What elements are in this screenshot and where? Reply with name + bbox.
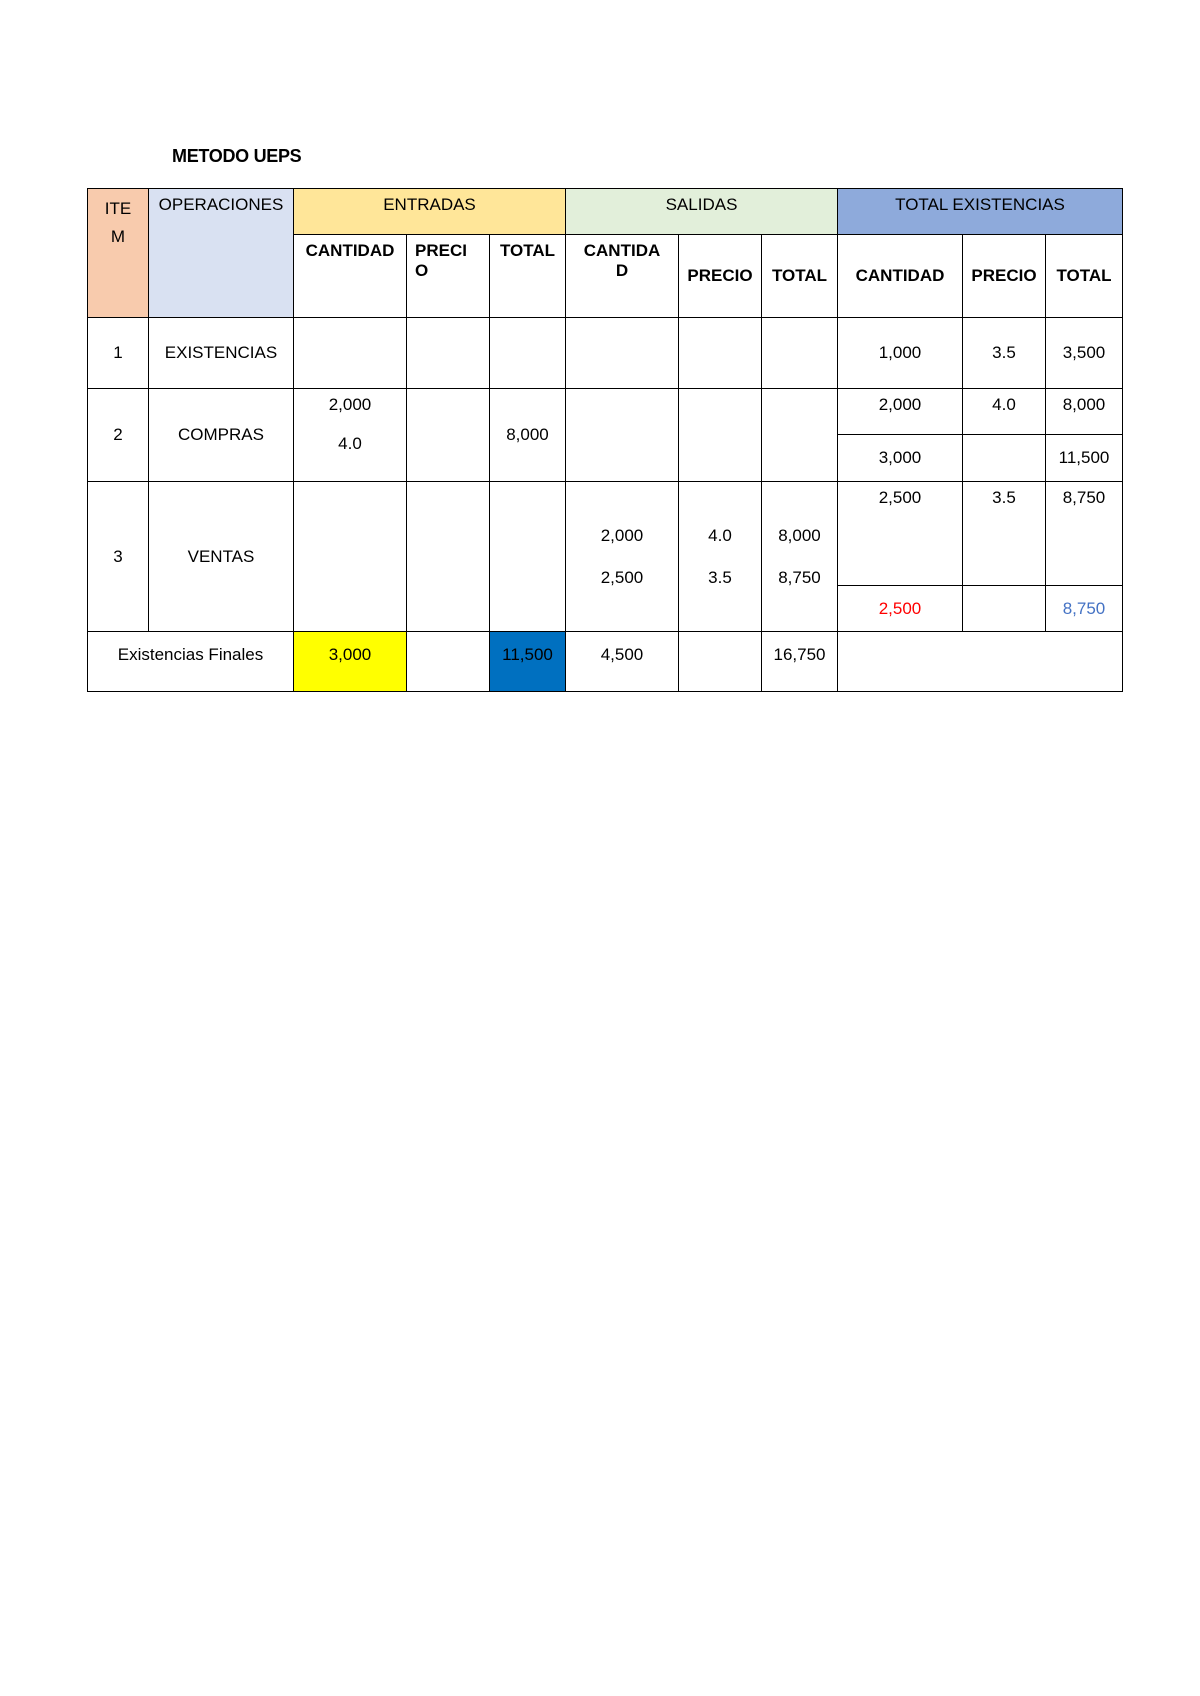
cell-tot-cantidad: 2,000 xyxy=(838,389,963,435)
header-tot-precio: PRECIO xyxy=(963,235,1046,318)
header-ent-precio: PRECI O xyxy=(407,235,490,318)
cell-empty xyxy=(762,389,838,482)
table-row-final xyxy=(88,632,1123,692)
cell-empty xyxy=(294,318,407,389)
cell-empty xyxy=(407,632,490,692)
cell-tot-total: 8,750 xyxy=(1046,482,1123,586)
cell-tot-total: 3,500 xyxy=(1046,318,1123,389)
cell-tot-precio: 3.5 xyxy=(963,318,1046,389)
final-sal-total: 16,750 xyxy=(762,632,838,692)
cell-tot-total-final: 8,750 xyxy=(1046,586,1123,632)
cell-tot-total: 11,500 xyxy=(1046,435,1123,482)
header-salidas: SALIDAS xyxy=(566,189,838,235)
final-sal-cantidad: 4,500 xyxy=(566,632,679,692)
table-row xyxy=(88,482,1123,586)
table-row xyxy=(88,318,1123,389)
cell-ent-total: 8,000 xyxy=(490,389,566,482)
operation-label: EXISTENCIAS xyxy=(149,318,294,389)
table-row xyxy=(88,389,1123,435)
cell-empty xyxy=(294,482,407,632)
cell-empty xyxy=(679,389,762,482)
cell-empty xyxy=(566,318,679,389)
header-ent-total: TOTAL xyxy=(490,235,566,318)
page-title: METODO UEPS xyxy=(172,146,302,166)
item-number: 3 xyxy=(88,482,149,632)
header-sal-cantidad: CANTIDA D xyxy=(566,235,679,318)
cell-empty xyxy=(490,482,566,632)
cell-tot-cantidad: 3,000 xyxy=(838,435,963,482)
cell-empty xyxy=(679,318,762,389)
cell-sal-precio: 4.0 3.5 xyxy=(679,482,762,632)
cell-empty xyxy=(407,389,490,482)
cell-empty xyxy=(407,482,490,632)
operation-label: COMPRAS xyxy=(149,389,294,482)
header-entradas: ENTRADAS xyxy=(294,189,566,235)
cell-empty xyxy=(963,435,1046,482)
cell-tot-cantidad: 2,500 xyxy=(838,482,963,586)
item-number: 1 xyxy=(88,318,149,389)
final-label: Existencias Finales xyxy=(88,632,294,692)
final-ent-total: 11,500 xyxy=(490,632,566,692)
header-tot-cantidad: CANTIDAD xyxy=(838,235,963,318)
cell-empty xyxy=(407,318,490,389)
cell-tot-precio: 4.0 xyxy=(963,389,1046,435)
cell-tot-precio: 3.5 xyxy=(963,482,1046,586)
header-sal-total: TOTAL xyxy=(762,235,838,318)
cell-sal-cantidad: 2,000 2,500 xyxy=(566,482,679,632)
header-ent-cantidad: CANTIDAD xyxy=(294,235,407,318)
header-operaciones: OPERACIONES xyxy=(149,189,294,318)
cell-sal-total: 8,000 8,750 xyxy=(762,482,838,632)
header-sal-precio: PRECIO xyxy=(679,235,762,318)
ueps-table xyxy=(87,188,1123,692)
cell-tot-cantidad-final: 2,500 xyxy=(838,586,963,632)
final-ent-cantidad: 3,000 xyxy=(294,632,407,692)
item-number: 2 xyxy=(88,389,149,482)
header-item: ITE M xyxy=(88,189,149,318)
cell-empty xyxy=(566,389,679,482)
cell-empty xyxy=(490,318,566,389)
cell-tot-total: 8,000 xyxy=(1046,389,1123,435)
cell-ent-cantidad: 2,000 4.0 xyxy=(294,389,407,482)
cell-empty xyxy=(963,586,1046,632)
cell-tot-cantidad: 1,000 xyxy=(838,318,963,389)
cell-empty xyxy=(838,632,1123,692)
cell-empty xyxy=(679,632,762,692)
header-tot-total: TOTAL xyxy=(1046,235,1123,318)
header-total-existencias: TOTAL EXISTENCIAS xyxy=(838,189,1123,235)
cell-empty xyxy=(762,318,838,389)
operation-label: VENTAS xyxy=(149,482,294,632)
